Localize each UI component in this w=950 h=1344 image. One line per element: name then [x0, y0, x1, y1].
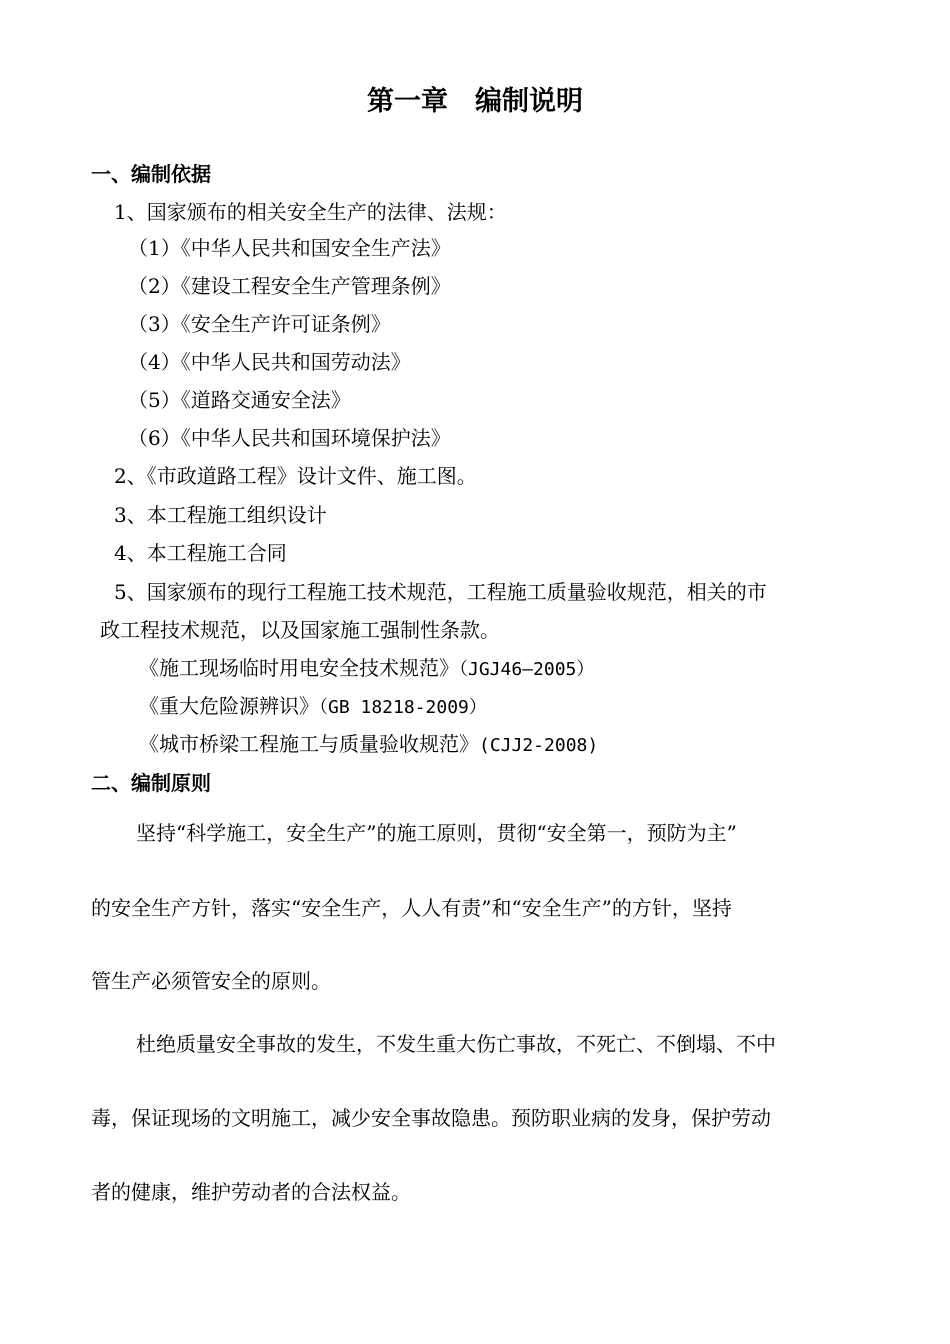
standard-item — [139, 694, 487, 720]
standard-code: （GB 18218-2009） — [319, 697, 487, 718]
principle-paragraph-line: 者的健康，维护劳动者的合法权益。 — [91, 1180, 411, 1204]
basis-item-2: 2、《市政道路工程》设计文件、施工图。 — [114, 464, 477, 488]
standard-name: 《重大危险源辨识》 — [139, 694, 319, 718]
section-heading-principles: 二、编制原则 — [91, 771, 211, 795]
principle-paragraph-line: 坚持“科学施工，安全生产”的施工原则，贯彻“安全第一，预防为主” — [136, 821, 737, 845]
principle-paragraph-line: 管生产必须管安全的原则。 — [91, 969, 331, 993]
basis-item-5-line2: 政工程技术规范，以及国家施工强制性条款。 — [100, 618, 500, 642]
standard-name: 《施工现场临时用电安全技术规范》 — [139, 656, 459, 680]
standard-code: （JGJ46—2005） — [459, 659, 595, 680]
standard-code: (CJJ2-2008) — [479, 735, 599, 756]
section-heading-basis: 一、编制依据 — [91, 162, 211, 186]
chapter-title: 第一章 编制说明 — [367, 86, 583, 117]
law-item: （1）《中华人民共和国安全生产法》 — [128, 236, 451, 260]
law-item: （2）《建设工程安全生产管理条例》 — [128, 274, 451, 298]
law-item: （6）《中华人民共和国环境保护法》 — [128, 426, 451, 450]
standard-name: 《城市桥梁工程施工与质量验收规范》 — [139, 732, 479, 756]
law-item: （3）《安全生产许可证条例》 — [128, 312, 391, 336]
principle-paragraph-line: 杜绝质量安全事故的发生，不发生重大伤亡事故，不死亡、不倒塌、不中 — [136, 1032, 776, 1056]
law-item: （4）《中华人民共和国劳动法》 — [128, 350, 411, 374]
principle-paragraph-line: 毒，保证现场的文明施工，减少安全事故隐患。预防职业病的发身，保护劳动 — [91, 1106, 771, 1130]
basis-item-4: 4、本工程施工合同 — [114, 541, 287, 565]
law-item: （5）《道路交通安全法》 — [128, 388, 351, 412]
standard-item — [139, 732, 598, 758]
basis-item-3: 3、本工程施工组织设计 — [114, 503, 327, 527]
basis-item-1: 1、国家颁布的相关安全生产的法律、法规： — [114, 200, 507, 224]
standard-item — [139, 656, 594, 682]
principle-paragraph-line: 的安全生产方针，落实“安全生产，人人有责”和“安全生产”的方针，坚持 — [91, 896, 732, 920]
basis-item-5-line1: 5、国家颁布的现行工程施工技术规范，工程施工质量验收规范，相关的市 — [114, 580, 767, 604]
